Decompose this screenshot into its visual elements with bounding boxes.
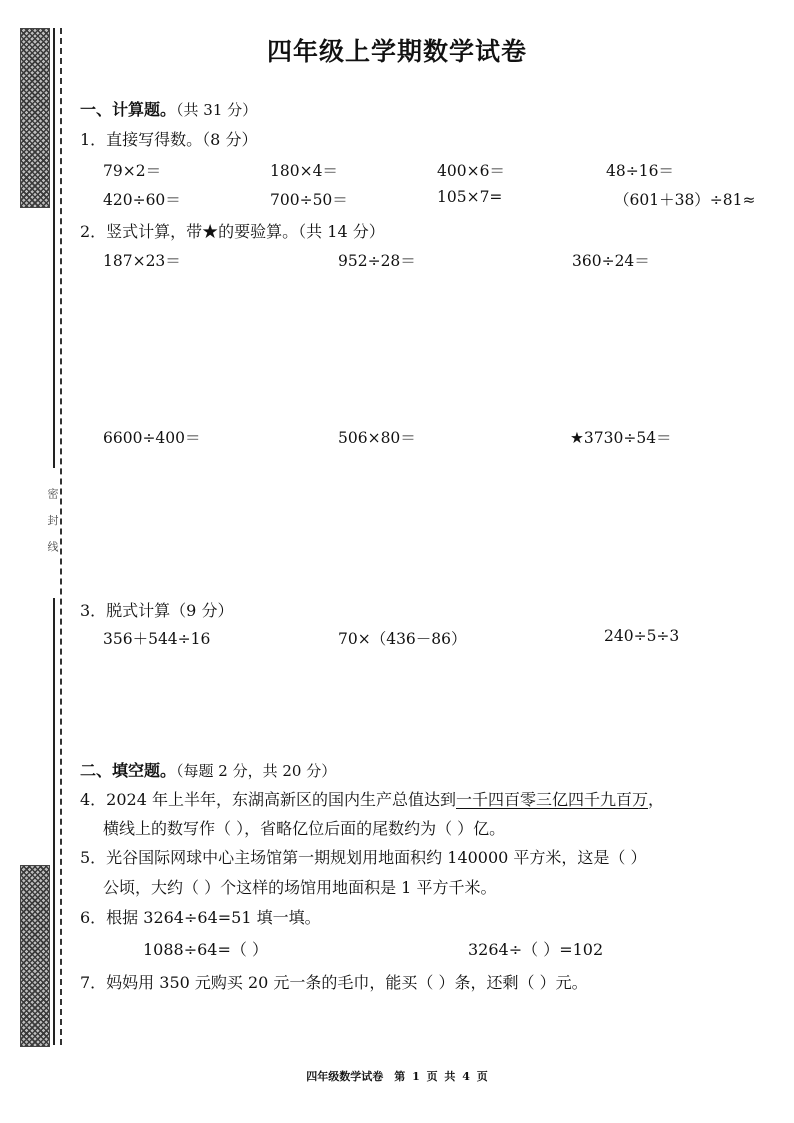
page-footer: 四年级数学试卷 第 1 页 共 4 页 [306,1070,488,1083]
q5-line2: 公顷，大约（ ）个这样的场馆用地面积是 1 平方千米。 [103,878,497,897]
q2-item-4: 6600÷400＝ [103,429,201,447]
section1-note: （共 31 分） [176,101,258,119]
binding-line-lower [53,598,55,1045]
q4-underlined-number: 一千四百零三亿四千九百万 [456,790,649,809]
q1-item-4: 48÷16＝ [606,162,674,180]
q7-line1: 7．妈妈用 350 元购买 20 元一条的毛巾，能买（ ）条，还剩（ ）元。 [80,973,588,992]
q2-item-2: 952÷28＝ [338,252,416,270]
q4-line2: 横线上的数写作（ ），省略亿位后面的尾数约为（ ）亿。 [103,819,506,838]
section1-heading [80,97,257,120]
q2-item-1: 187×23＝ [103,252,181,270]
q6-line1: 6．根据 3264÷64=51 填一填。 [80,908,321,927]
q4-text-pre: 4．2024 年上半年，东湖高新区的国内生产总值达到 [80,790,456,809]
q4-line1 [80,787,664,810]
q4-text-post: ， [648,790,665,809]
section2-note: （每题 2 分，共 20 分） [176,762,337,780]
q1-item-7: 105×7= [437,188,503,206]
binding-line-upper [53,28,55,468]
q6-left-blank: 1088÷64=（ ） [143,940,268,959]
section2-heading [80,758,336,781]
q1-item-5: 420÷60＝ [103,191,181,209]
q6-right-blank: 3264÷（ ）=102 [468,940,604,959]
q1-item-2: 180×4＝ [270,162,338,180]
page-title: 四年级上学期数学试卷 [266,37,527,66]
q3-item-1: 356＋544÷16 [103,630,211,648]
binding-strip-bottom [20,865,50,1047]
q5-line1: 5．光谷国际网球中心主场馆第一期规划用地面积约 140000 平方米，这是（ ） [80,848,647,867]
q3-label: 3．脱式计算（9 分） [80,601,234,620]
q1-item-1: 79×2＝ [103,162,162,180]
q2-item-6: ★3730÷54＝ [570,429,672,447]
q3-item-2: 70×（436－86） [338,630,467,648]
seal-line-label: 密 封 线 [46,488,59,558]
section1-title: 一、计算题。 [80,100,177,119]
q1-item-6: 700÷50＝ [270,191,348,209]
section2-title: 二、填空题。 [80,761,177,780]
q2-item-3: 360÷24＝ [572,252,650,270]
q2-label: 2．竖式计算，带★的要验算。（共 14 分） [80,222,385,241]
binding-dashed-line [60,28,62,1045]
q2-item-5: 506×80＝ [338,429,416,447]
q3-item-3: 240÷5÷3 [604,627,680,645]
q1-item-3: 400×6＝ [437,162,505,180]
q1-item-8: （601＋38）÷81≈ [614,191,756,209]
q1-label: 1．直接写得数。（8 分） [80,130,258,149]
